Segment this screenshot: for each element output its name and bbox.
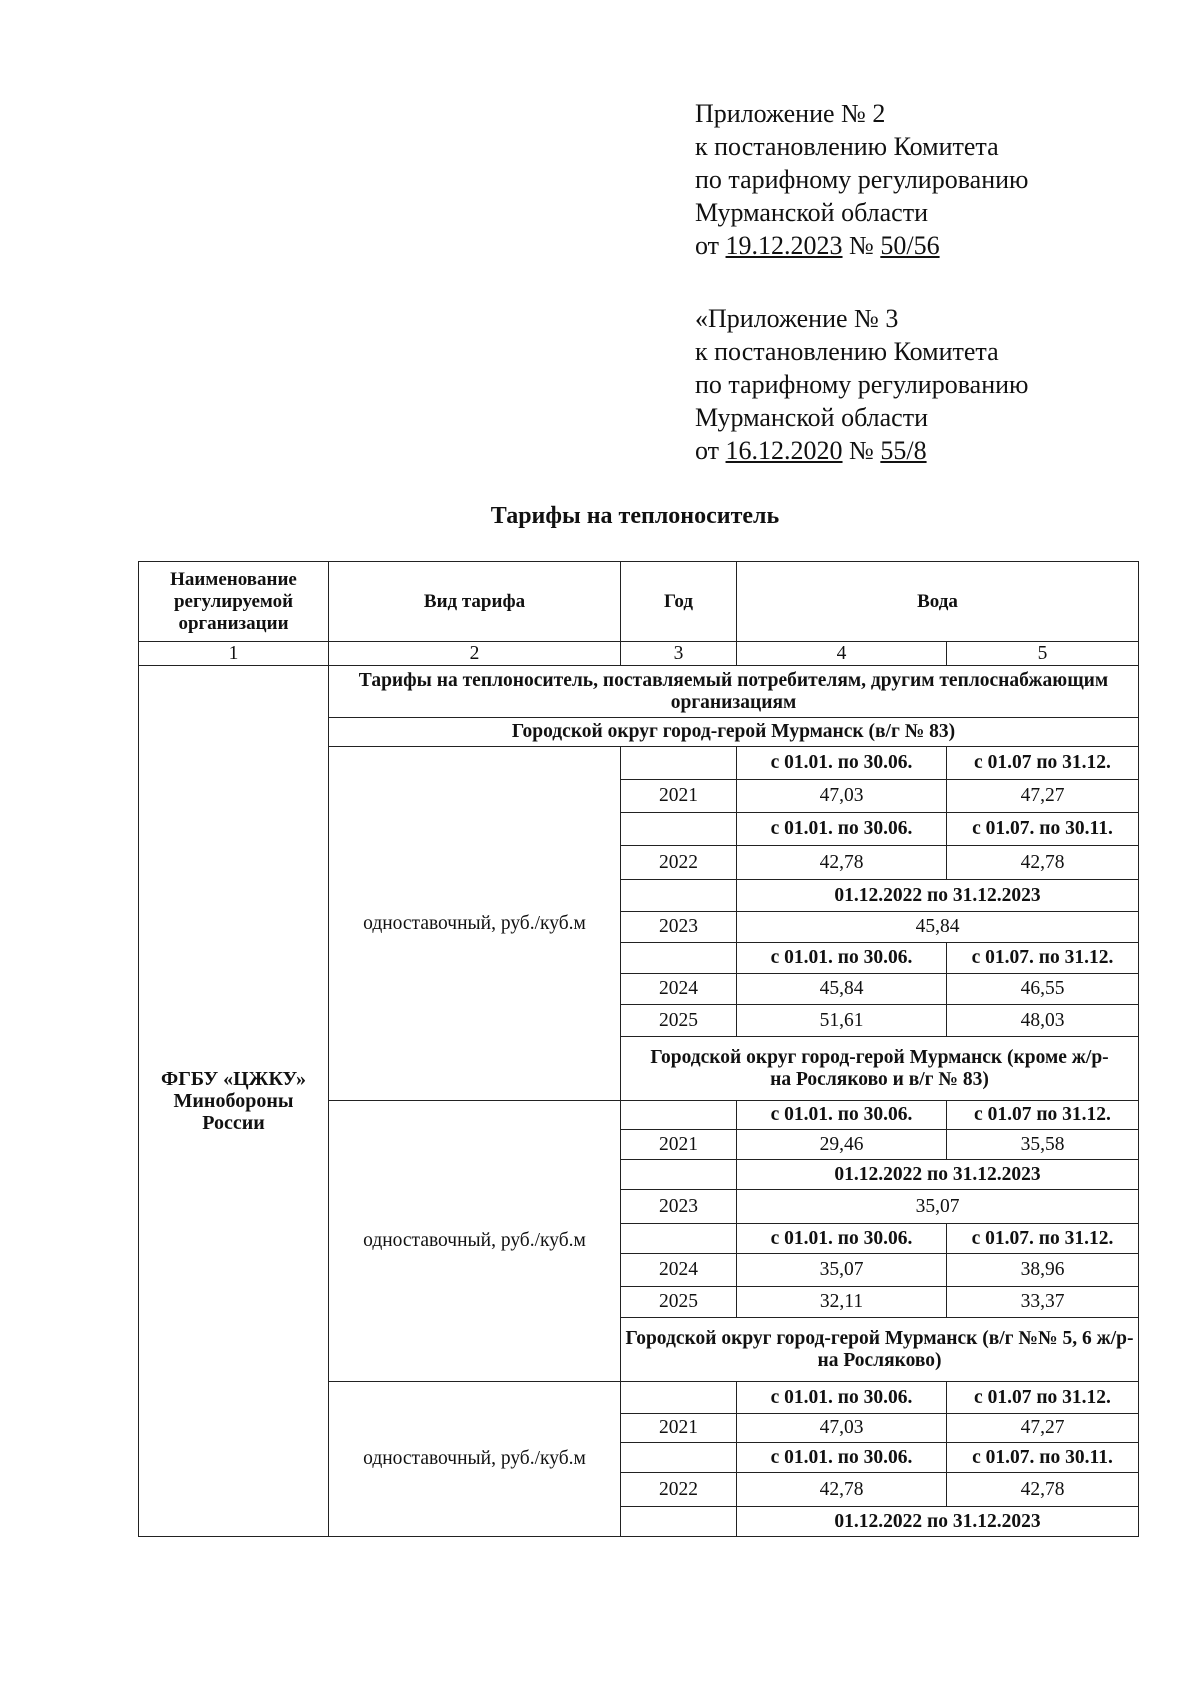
- section-title: Тарифы на теплоноситель, поставляемый потребителям, другим теплоснабжающим организациям: [329, 666, 1139, 718]
- value-cell: 29,46: [737, 1130, 947, 1160]
- empty-cell: [621, 1224, 737, 1254]
- header-year: Год: [621, 562, 737, 642]
- header-tariff-type: Вид тарифа: [329, 562, 621, 642]
- column-number-row: [139, 642, 1139, 666]
- organization-name: ФГБУ «ЦЖКУ» Минобороны России: [139, 666, 329, 1537]
- header-org: Наименование регулируемой организации: [139, 562, 329, 642]
- appendix-line: Мурманской области: [695, 403, 928, 432]
- decree-date: 19.12.2023: [725, 231, 843, 260]
- value-cell: 47,27: [947, 1414, 1139, 1443]
- date-prefix: от: [695, 231, 726, 260]
- value-cell: 42,78: [737, 1473, 947, 1507]
- empty-cell: [621, 747, 737, 780]
- year-cell: 2025: [621, 1287, 737, 1318]
- year-cell: 2024: [621, 1254, 737, 1287]
- value-cell: 47,27: [947, 780, 1139, 813]
- column-number: 2: [329, 642, 621, 666]
- empty-cell: [621, 1507, 737, 1537]
- empty-cell: [621, 1160, 737, 1190]
- value-cell: 46,55: [947, 974, 1139, 1005]
- appendix-line: к постановлению Комитета: [695, 132, 999, 161]
- appendix-line: по тарифному регулированию: [695, 370, 1029, 399]
- year-cell: 2022: [621, 846, 737, 880]
- value-cell: 38,96: [947, 1254, 1139, 1287]
- period-cell: с 01.01. по 30.06.: [737, 943, 947, 974]
- empty-cell: [621, 813, 737, 846]
- year-cell: 2022: [621, 1473, 737, 1507]
- period-cell: с 01.07 по 31.12.: [947, 1101, 1139, 1130]
- appendix-date-line: [695, 434, 1028, 467]
- column-number: 3: [621, 642, 737, 666]
- value-cell: 47,03: [737, 780, 947, 813]
- period-cell: с 01.01. по 30.06.: [737, 1382, 947, 1414]
- tariff-table: [138, 561, 1139, 1537]
- appendix-line: к постановлению Комитета: [695, 337, 999, 366]
- appendix-date-line: [695, 229, 1028, 262]
- value-cell: 51,61: [737, 1005, 947, 1037]
- empty-cell: [621, 943, 737, 974]
- appendix-line: по тарифному регулированию: [695, 165, 1029, 194]
- empty-cell: [621, 1382, 737, 1414]
- header-row: [139, 562, 1139, 642]
- district-title: Городской округ город-герой Мурманск (в/г № 83): [329, 718, 1139, 747]
- period-cell: с 01.07. по 30.11.: [947, 813, 1139, 846]
- year-cell: 2024: [621, 974, 737, 1005]
- period-cell: 01.12.2022 по 31.12.2023: [737, 1160, 1139, 1190]
- year-cell: 2023: [621, 912, 737, 943]
- district-title: Городской округ город-герой Мурманск (в/г №№ 5, 6 ж/р-на Росляково): [621, 1318, 1139, 1382]
- value-cell: 35,07: [737, 1254, 947, 1287]
- tariff-label: одноставочный, руб./куб.м: [329, 747, 621, 1101]
- period-cell: с 01.01. по 30.06.: [737, 1101, 947, 1130]
- period-cell: 01.12.2022 по 31.12.2023: [737, 1507, 1139, 1537]
- period-cell: с 01.01. по 30.06.: [737, 1224, 947, 1254]
- appendix-line: Приложение № 2: [695, 99, 886, 128]
- value-cell: 35,58: [947, 1130, 1139, 1160]
- period-cell: с 01.07. по 31.12.: [947, 1224, 1139, 1254]
- tariff-label: одноставочный, руб./куб.м: [329, 1382, 621, 1537]
- period-cell: с 01.01. по 30.06.: [737, 1443, 947, 1473]
- year-cell: 2023: [621, 1190, 737, 1224]
- value-cell: 42,78: [947, 1473, 1139, 1507]
- empty-cell: [621, 1443, 737, 1473]
- value-cell: 42,78: [947, 846, 1139, 880]
- value-cell: 48,03: [947, 1005, 1139, 1037]
- column-number: 4: [737, 642, 947, 666]
- appendix-line: Мурманской области: [695, 198, 928, 227]
- year-cell: 2021: [621, 780, 737, 813]
- value-cell: 45,84: [737, 974, 947, 1005]
- decree-number: 55/8: [880, 436, 927, 465]
- period-cell: с 01.07 по 31.12.: [947, 747, 1139, 780]
- section-title-row: [139, 666, 1139, 718]
- previous-appendix-header: [695, 302, 1028, 467]
- year-cell: 2021: [621, 1130, 737, 1160]
- district-title: Городской округ город-герой Мурманск (кроме ж/р-на Росляково и в/г № 83): [621, 1037, 1139, 1101]
- column-number: 5: [947, 642, 1139, 666]
- year-cell: 2025: [621, 1005, 737, 1037]
- value-cell: 32,11: [737, 1287, 947, 1318]
- value-cell: 42,78: [737, 846, 947, 880]
- document-title: Тарифы на теплоноситель: [490, 503, 780, 529]
- period-cell: с 01.07. по 30.11.: [947, 1443, 1139, 1473]
- number-sep: №: [842, 436, 881, 465]
- appendix-line: «Приложение № 3: [695, 304, 899, 333]
- date-prefix: от: [695, 436, 726, 465]
- period-cell: 01.12.2022 по 31.12.2023: [737, 880, 1139, 912]
- header-water: Вода: [737, 562, 1139, 642]
- empty-cell: [621, 1101, 737, 1130]
- period-cell: с 01.07 по 31.12.: [947, 1382, 1139, 1414]
- period-cell: с 01.01. по 30.06.: [737, 747, 947, 780]
- period-cell: с 01.01. по 30.06.: [737, 813, 947, 846]
- period-cell: с 01.07. по 31.12.: [947, 943, 1139, 974]
- decree-date: 16.12.2020: [725, 436, 843, 465]
- empty-cell: [621, 880, 737, 912]
- appendix-header: [695, 97, 1028, 262]
- year-cell: 2021: [621, 1414, 737, 1443]
- value-cell: 33,37: [947, 1287, 1139, 1318]
- number-sep: №: [842, 231, 881, 260]
- value-cell: 45,84: [737, 912, 1139, 943]
- value-cell: 47,03: [737, 1414, 947, 1443]
- decree-number: 50/56: [880, 231, 940, 260]
- value-cell: 35,07: [737, 1190, 1139, 1224]
- tariff-label: одноставочный, руб./куб.м: [329, 1101, 621, 1382]
- column-number: 1: [139, 642, 329, 666]
